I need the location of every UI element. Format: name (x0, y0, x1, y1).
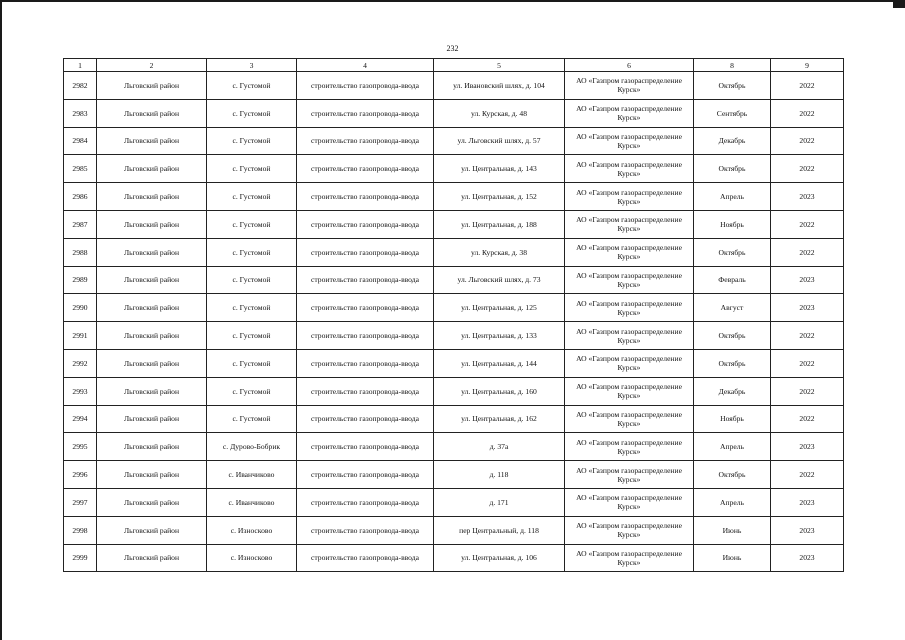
settlement-cell: с. Густомой (207, 238, 297, 266)
column-header: 8 (694, 59, 771, 72)
settlement-cell: с. Густомой (207, 183, 297, 211)
row-number-cell: 2983 (64, 99, 97, 127)
year-cell: 2022 (771, 210, 844, 238)
table-row (64, 238, 844, 266)
settlement-cell: с. Иванчиково (207, 488, 297, 516)
district-cell: Льговский район (97, 294, 207, 322)
settlement-cell: с. Густомой (207, 127, 297, 155)
settlement-cell: с. Дурово-Бобрик (207, 433, 297, 461)
settlement-cell: с. Густомой (207, 294, 297, 322)
table-row (64, 210, 844, 238)
address-cell: ул. Центральная, д. 152 (434, 183, 565, 211)
work-type-cell: строительство газопровода-ввода (297, 377, 434, 405)
row-number-cell: 2982 (64, 72, 97, 100)
address-cell: ул. Ивановский шлях, д. 104 (434, 72, 565, 100)
work-type-cell: строительство газопровода-ввода (297, 99, 434, 127)
month-cell: Октябрь (694, 349, 771, 377)
month-cell: Октябрь (694, 238, 771, 266)
column-header: 3 (207, 59, 297, 72)
address-cell: ул. Центральная, д. 143 (434, 155, 565, 183)
organization-cell: АО «Газпром газораспределение Курск» (565, 294, 694, 322)
row-number-cell: 2987 (64, 210, 97, 238)
column-header: 4 (297, 59, 434, 72)
table-row (64, 544, 844, 572)
table-row (64, 155, 844, 183)
organization-cell: АО «Газпром газораспределение Курск» (565, 461, 694, 489)
table-row (64, 377, 844, 405)
table-row (64, 294, 844, 322)
district-cell: Льговский район (97, 72, 207, 100)
month-cell: Декабрь (694, 127, 771, 155)
work-type-cell: строительство газопровода-ввода (297, 294, 434, 322)
work-type-cell: строительство газопровода-ввода (297, 266, 434, 294)
row-number-cell: 2993 (64, 377, 97, 405)
address-cell: д. 171 (434, 488, 565, 516)
page-number: 232 (446, 44, 459, 53)
month-cell: Октябрь (694, 322, 771, 350)
settlement-cell: с. Густомой (207, 377, 297, 405)
column-header: 2 (97, 59, 207, 72)
row-number-cell: 2997 (64, 488, 97, 516)
table-row (64, 516, 844, 544)
year-cell: 2023 (771, 294, 844, 322)
district-cell: Льговский район (97, 266, 207, 294)
district-cell: Льговский район (97, 461, 207, 489)
address-cell: ул. Центральная, д. 144 (434, 349, 565, 377)
year-cell: 2022 (771, 322, 844, 350)
district-cell: Льговский район (97, 516, 207, 544)
organization-cell: АО «Газпром газораспределение Курск» (565, 266, 694, 294)
settlement-cell: с. Густомой (207, 210, 297, 238)
scan-corner-mark (893, 0, 905, 8)
district-cell: Льговский район (97, 405, 207, 433)
organization-cell: АО «Газпром газораспределение Курск» (565, 238, 694, 266)
work-type-cell: строительство газопровода-ввода (297, 238, 434, 266)
organization-cell: АО «Газпром газораспределение Курск» (565, 516, 694, 544)
address-cell: ул. Центральная, д. 162 (434, 405, 565, 433)
month-cell: Ноябрь (694, 405, 771, 433)
district-cell: Льговский район (97, 349, 207, 377)
table-header-row (64, 59, 844, 72)
settlement-cell: с. Густомой (207, 99, 297, 127)
row-number-cell: 2989 (64, 266, 97, 294)
organization-cell: АО «Газпром газораспределение Курск» (565, 488, 694, 516)
work-type-cell: строительство газопровода-ввода (297, 210, 434, 238)
row-number-cell: 2985 (64, 155, 97, 183)
year-cell: 2022 (771, 127, 844, 155)
district-cell: Льговский район (97, 433, 207, 461)
work-type-cell: строительство газопровода-ввода (297, 516, 434, 544)
work-type-cell: строительство газопровода-ввода (297, 155, 434, 183)
settlement-cell: с. Густомой (207, 322, 297, 350)
district-cell: Льговский район (97, 183, 207, 211)
organization-cell: АО «Газпром газораспределение Курск» (565, 72, 694, 100)
month-cell: Октябрь (694, 72, 771, 100)
organization-cell: АО «Газпром газораспределение Курск» (565, 127, 694, 155)
settlement-cell: с. Густомой (207, 72, 297, 100)
address-cell: ул. Курская, д. 38 (434, 238, 565, 266)
column-header: 5 (434, 59, 565, 72)
year-cell: 2022 (771, 405, 844, 433)
district-cell: Льговский район (97, 238, 207, 266)
work-type-cell: строительство газопровода-ввода (297, 405, 434, 433)
month-cell: Август (694, 294, 771, 322)
year-cell: 2022 (771, 461, 844, 489)
address-cell: ул. Льговский шлях, д. 73 (434, 266, 565, 294)
organization-cell: АО «Газпром газораспределение Курск» (565, 405, 694, 433)
district-cell: Льговский район (97, 488, 207, 516)
year-cell: 2023 (771, 544, 844, 572)
organization-cell: АО «Газпром газораспределение Курск» (565, 155, 694, 183)
column-header: 6 (565, 59, 694, 72)
table-row (64, 183, 844, 211)
settlement-cell: с. Износково (207, 516, 297, 544)
organization-cell: АО «Газпром газораспределение Курск» (565, 99, 694, 127)
table-row (64, 322, 844, 350)
row-number-cell: 2995 (64, 433, 97, 461)
address-cell: д. 37а (434, 433, 565, 461)
year-cell: 2022 (771, 99, 844, 127)
work-type-cell: строительство газопровода-ввода (297, 349, 434, 377)
month-cell: Сентябрь (694, 99, 771, 127)
address-cell: пер Центральный, д. 118 (434, 516, 565, 544)
year-cell: 2023 (771, 183, 844, 211)
organization-cell: АО «Газпром газораспределение Курск» (565, 183, 694, 211)
address-cell: ул. Центральная, д. 133 (434, 322, 565, 350)
table-row (64, 72, 844, 100)
address-cell: ул. Центральная, д. 125 (434, 294, 565, 322)
district-cell: Льговский район (97, 99, 207, 127)
year-cell: 2023 (771, 266, 844, 294)
year-cell: 2022 (771, 155, 844, 183)
month-cell: Апрель (694, 488, 771, 516)
settlement-cell: с. Густомой (207, 266, 297, 294)
row-number-cell: 2991 (64, 322, 97, 350)
month-cell: Июнь (694, 544, 771, 572)
row-number-cell: 2984 (64, 127, 97, 155)
settlement-cell: с. Иванчиково (207, 461, 297, 489)
address-cell: д. 118 (434, 461, 565, 489)
year-cell: 2022 (771, 72, 844, 100)
year-cell: 2023 (771, 433, 844, 461)
table-row (64, 266, 844, 294)
row-number-cell: 2992 (64, 349, 97, 377)
year-cell: 2022 (771, 377, 844, 405)
table-body (64, 72, 844, 572)
row-number-cell: 2999 (64, 544, 97, 572)
organization-cell: АО «Газпром газораспределение Курск» (565, 349, 694, 377)
district-cell: Льговский район (97, 155, 207, 183)
district-cell: Льговский район (97, 544, 207, 572)
work-type-cell: строительство газопровода-ввода (297, 183, 434, 211)
row-number-cell: 2988 (64, 238, 97, 266)
table-row (64, 461, 844, 489)
work-type-cell: строительство газопровода-ввода (297, 544, 434, 572)
row-number-cell: 2994 (64, 405, 97, 433)
district-cell: Льговский район (97, 127, 207, 155)
row-number-cell: 2986 (64, 183, 97, 211)
month-cell: Октябрь (694, 155, 771, 183)
month-cell: Октябрь (694, 461, 771, 489)
address-cell: ул. Центральная, д. 160 (434, 377, 565, 405)
organization-cell: АО «Газпром газораспределение Курск» (565, 544, 694, 572)
table-row (64, 433, 844, 461)
work-type-cell: строительство газопровода-ввода (297, 461, 434, 489)
year-cell: 2022 (771, 238, 844, 266)
settlement-cell: с. Густомой (207, 155, 297, 183)
district-cell: Льговский район (97, 322, 207, 350)
settlement-cell: с. Густомой (207, 349, 297, 377)
organization-cell: АО «Газпром газораспределение Курск» (565, 322, 694, 350)
work-type-cell: строительство газопровода-ввода (297, 488, 434, 516)
address-cell: ул. Льговский шлях, д. 57 (434, 127, 565, 155)
organization-cell: АО «Газпром газораспределение Курск» (565, 433, 694, 461)
work-type-cell: строительство газопровода-ввода (297, 433, 434, 461)
address-cell: ул. Центральная, д. 106 (434, 544, 565, 572)
year-cell: 2022 (771, 349, 844, 377)
settlement-cell: с. Густомой (207, 405, 297, 433)
table-row (64, 127, 844, 155)
organization-cell: АО «Газпром газораспределение Курск» (565, 377, 694, 405)
row-number-cell: 2996 (64, 461, 97, 489)
month-cell: Февраль (694, 266, 771, 294)
district-cell: Льговский район (97, 210, 207, 238)
district-cell: Льговский район (97, 377, 207, 405)
work-type-cell: строительство газопровода-ввода (297, 127, 434, 155)
table-row (64, 488, 844, 516)
settlement-cell: с. Износково (207, 544, 297, 572)
row-number-cell: 2998 (64, 516, 97, 544)
table-row (64, 99, 844, 127)
month-cell: Апрель (694, 183, 771, 211)
column-header: 1 (64, 59, 97, 72)
work-type-cell: строительство газопровода-ввода (297, 72, 434, 100)
month-cell: Ноябрь (694, 210, 771, 238)
month-cell: Июнь (694, 516, 771, 544)
year-cell: 2023 (771, 488, 844, 516)
month-cell: Декабрь (694, 377, 771, 405)
work-type-cell: строительство газопровода-ввода (297, 322, 434, 350)
address-cell: ул. Курская, д. 48 (434, 99, 565, 127)
row-number-cell: 2990 (64, 294, 97, 322)
register-table (63, 58, 844, 572)
organization-cell: АО «Газпром газораспределение Курск» (565, 210, 694, 238)
year-cell: 2023 (771, 516, 844, 544)
table-row (64, 405, 844, 433)
table-row (64, 349, 844, 377)
column-header: 9 (771, 59, 844, 72)
month-cell: Апрель (694, 433, 771, 461)
address-cell: ул. Центральная, д. 188 (434, 210, 565, 238)
